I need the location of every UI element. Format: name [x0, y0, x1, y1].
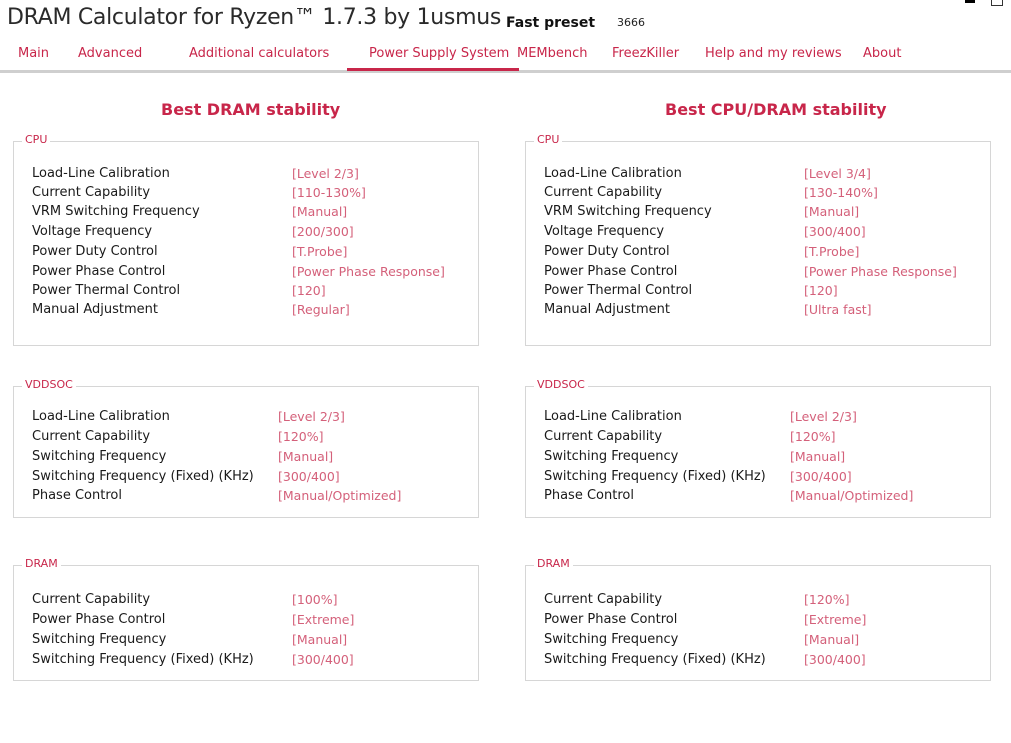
- setting-value: [Manual/Optimized]: [278, 488, 402, 503]
- setting-label: Power Phase Control: [544, 612, 678, 627]
- right-dram-group: [525, 557, 991, 681]
- setting-label: Manual Adjustment: [32, 302, 159, 317]
- group-legend: DRAM: [534, 557, 573, 570]
- setting-row: [32, 592, 338, 607]
- app-title: DRAM Calculator for Ryzen™ 1.7.3 by 1usmus: [7, 5, 502, 30]
- setting-value: [120%]: [804, 592, 850, 607]
- tab-membench[interactable]: MEMbench: [517, 46, 588, 61]
- setting-label: Power Phase Control: [32, 612, 166, 627]
- setting-label: Power Duty Control: [544, 244, 670, 259]
- tab-help-and-reviews[interactable]: Help and my reviews: [705, 46, 842, 61]
- setting-row: [32, 612, 355, 627]
- setting-label: Switching Frequency: [32, 632, 167, 647]
- setting-value: [Manual]: [804, 632, 860, 647]
- setting-row: [32, 449, 334, 464]
- setting-row: [544, 632, 860, 647]
- setting-value: [Regular]: [292, 302, 350, 317]
- setting-value: [Manual]: [292, 204, 348, 219]
- setting-value: [200/300]: [292, 224, 354, 239]
- setting-row: [32, 488, 402, 503]
- left-cpu-group: [13, 133, 479, 346]
- setting-label: Power Phase Control: [544, 264, 678, 279]
- setting-value: [300/400]: [790, 469, 852, 484]
- group-legend: CPU: [534, 133, 562, 146]
- setting-value: [Ultra fast]: [804, 302, 872, 317]
- minimize-icon[interactable]: [965, 0, 975, 3]
- setting-value: [120]: [292, 283, 326, 298]
- setting-value: [120%]: [790, 429, 836, 444]
- tab-additional-calculators[interactable]: Additional calculators: [189, 46, 330, 61]
- setting-row: [32, 409, 345, 424]
- setting-row: [544, 449, 846, 464]
- setting-row: [544, 244, 860, 259]
- setting-row: [544, 302, 872, 317]
- setting-row: [32, 429, 324, 444]
- group-legend: DRAM: [22, 557, 61, 570]
- setting-value: [300/400]: [804, 224, 866, 239]
- setting-label: Current Capability: [32, 592, 151, 607]
- left-vddsoc-group: [13, 378, 479, 518]
- setting-value: [120]: [804, 283, 838, 298]
- window-controls: [965, 0, 1003, 6]
- right-column-title: Best CPU/DRAM stability: [665, 100, 887, 119]
- setting-label: Current Capability: [32, 185, 151, 200]
- setting-label: Switching Frequency: [544, 449, 679, 464]
- setting-value: [100%]: [292, 592, 338, 607]
- setting-row: [544, 283, 838, 298]
- setting-row: [32, 185, 366, 200]
- tab-power-supply-system[interactable]: Power Supply System: [369, 46, 510, 61]
- setting-label: Voltage Frequency: [544, 224, 665, 239]
- right-cpu-group: [525, 133, 991, 346]
- setting-row: [32, 204, 348, 219]
- setting-label: Current Capability: [544, 592, 663, 607]
- tab-advanced[interactable]: Advanced: [78, 46, 143, 61]
- setting-row: [544, 592, 850, 607]
- setting-row: [544, 488, 914, 503]
- tab-bar: [0, 36, 1011, 73]
- left-column-title: Best DRAM stability: [161, 100, 341, 119]
- setting-row: [32, 264, 445, 279]
- setting-label: Switching Frequency (Fixed) (KHz): [544, 652, 766, 667]
- setting-row: [32, 652, 354, 667]
- tab-freezkiller[interactable]: FreezKiller: [612, 46, 680, 61]
- setting-label: Phase Control: [544, 488, 634, 503]
- left-dram-group: [13, 557, 479, 681]
- setting-value: [Power Phase Response]: [292, 264, 445, 279]
- setting-value: [Manual]: [278, 449, 334, 464]
- setting-label: Switching Frequency (Fixed) (KHz): [544, 469, 766, 484]
- group-legend: CPU: [22, 133, 50, 146]
- setting-row: [32, 632, 348, 647]
- setting-label: Load-Line Calibration: [32, 409, 170, 424]
- setting-value: [Level 3/4]: [804, 166, 871, 181]
- setting-row: [32, 244, 348, 259]
- setting-row: [32, 302, 350, 317]
- right-vddsoc-group: [525, 378, 991, 518]
- setting-label: Switching Frequency (Fixed) (KHz): [32, 652, 254, 667]
- setting-label: VRM Switching Frequency: [32, 204, 200, 219]
- setting-row: [32, 469, 340, 484]
- setting-label: Phase Control: [32, 488, 122, 503]
- preset-label: Fast preset: [506, 15, 596, 31]
- setting-label: VRM Switching Frequency: [544, 204, 712, 219]
- setting-label: Power Thermal Control: [32, 283, 181, 298]
- setting-label: Power Thermal Control: [544, 283, 693, 298]
- preset-frequency: 3666: [617, 16, 645, 29]
- setting-row: [544, 652, 866, 667]
- setting-row: [32, 224, 354, 239]
- setting-value: [T.Probe]: [804, 244, 860, 259]
- setting-label: Current Capability: [544, 185, 663, 200]
- setting-row: [544, 166, 871, 181]
- setting-value: [300/400]: [278, 469, 340, 484]
- setting-row: [32, 166, 359, 181]
- setting-value: [Level 2/3]: [292, 166, 359, 181]
- setting-value: [Manual]: [292, 632, 348, 647]
- setting-row: [544, 204, 860, 219]
- maximize-icon[interactable]: [991, 0, 1003, 6]
- setting-value: [130-140%]: [804, 185, 878, 200]
- setting-value: [Level 2/3]: [278, 409, 345, 424]
- setting-label: Load-Line Calibration: [32, 166, 170, 181]
- setting-row: [544, 409, 857, 424]
- setting-label: Load-Line Calibration: [544, 409, 682, 424]
- setting-label: Load-Line Calibration: [544, 166, 682, 181]
- setting-row: [544, 429, 836, 444]
- tab-main[interactable]: Main: [18, 46, 50, 61]
- setting-row: [544, 185, 878, 200]
- setting-value: [Manual/Optimized]: [790, 488, 914, 503]
- setting-value: [Power Phase Response]: [804, 264, 957, 279]
- setting-label: Power Duty Control: [32, 244, 158, 259]
- setting-label: Manual Adjustment: [544, 302, 671, 317]
- setting-label: Current Capability: [32, 429, 151, 444]
- setting-row: [544, 612, 867, 627]
- setting-row: [544, 469, 852, 484]
- setting-value: [Manual]: [790, 449, 846, 464]
- setting-label: Current Capability: [544, 429, 663, 444]
- setting-value: [110-130%]: [292, 185, 366, 200]
- setting-value: [Extreme]: [804, 612, 867, 627]
- tab-about[interactable]: About: [863, 46, 902, 61]
- setting-label: Switching Frequency: [544, 632, 679, 647]
- setting-value: [Level 2/3]: [790, 409, 857, 424]
- setting-label: Voltage Frequency: [32, 224, 153, 239]
- group-legend: VDDSOC: [534, 378, 588, 391]
- group-legend: VDDSOC: [22, 378, 76, 391]
- setting-row: [32, 283, 326, 298]
- setting-value: [Manual]: [804, 204, 860, 219]
- setting-value: [T.Probe]: [292, 244, 348, 259]
- setting-value: [120%]: [278, 429, 324, 444]
- setting-value: [Extreme]: [292, 612, 355, 627]
- setting-row: [544, 264, 957, 279]
- setting-label: Switching Frequency (Fixed) (KHz): [32, 469, 254, 484]
- setting-label: Switching Frequency: [32, 449, 167, 464]
- setting-value: [300/400]: [804, 652, 866, 667]
- setting-label: Power Phase Control: [32, 264, 166, 279]
- setting-value: [300/400]: [292, 652, 354, 667]
- setting-row: [544, 224, 866, 239]
